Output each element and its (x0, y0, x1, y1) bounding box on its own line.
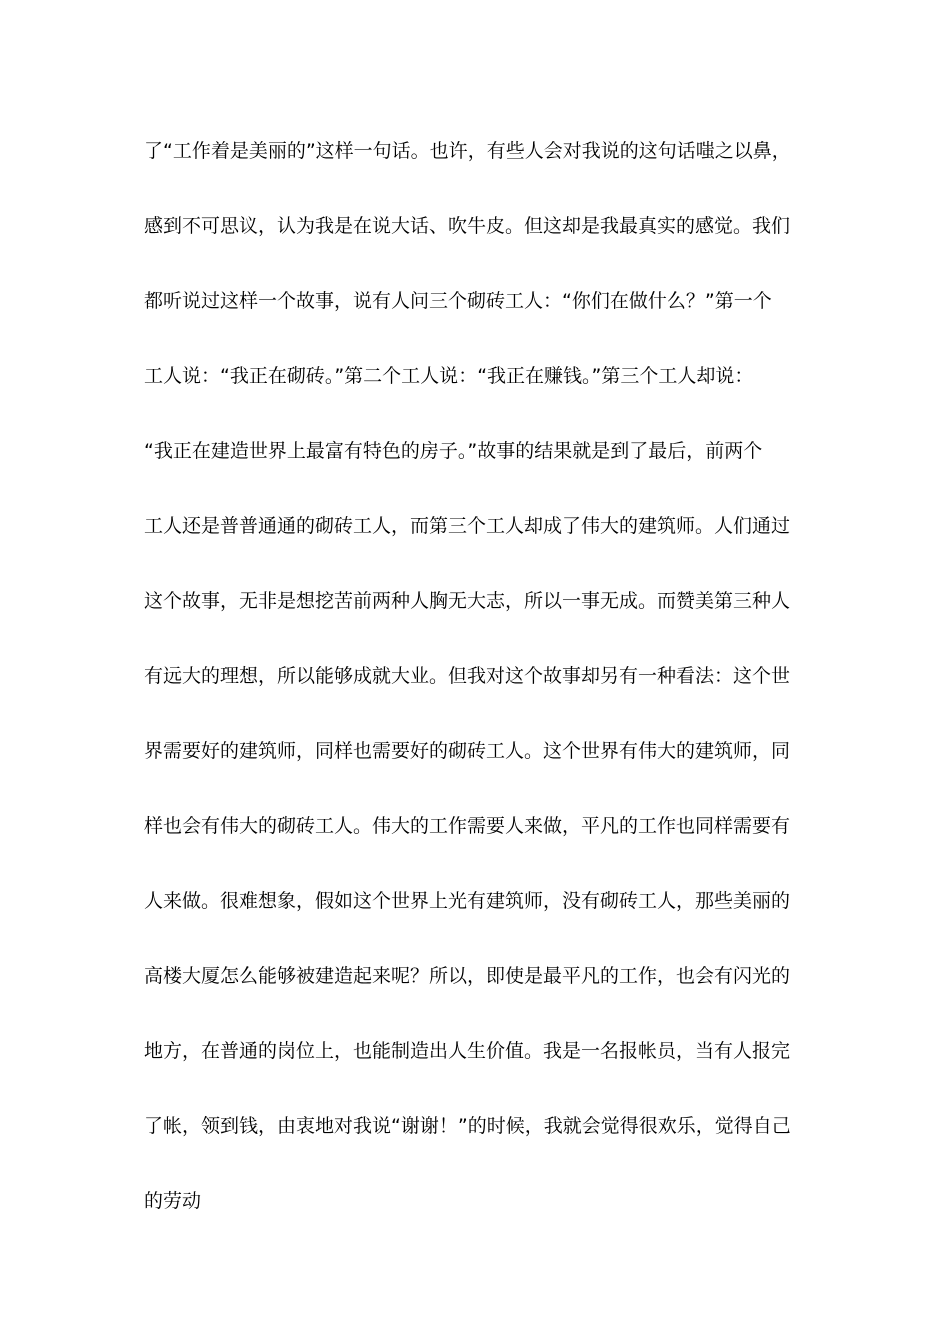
text-line: 感到不可思议，认为我是在说大话、吹牛皮。但这却是我最真实的感觉。我们 (144, 215, 791, 237)
text-line: 这个故事，无非是想挖苦前两种人胸无大志，所以一事无成。而赞美第三种人 (144, 590, 791, 612)
text-line: 有远大的理想，所以能够成就大业。但我对这个故事却另有一种看法：这个世 (144, 665, 791, 687)
text-line: 样也会有伟大的砌砖工人。伟大的工作需要人来做，平凡的工作也同样需要有 (144, 815, 791, 837)
text-line: 高楼大厦怎么能够被建造起来呢？所以，即使是最平凡的工作，也会有闪光的 (144, 965, 791, 987)
text-line: 了“工作着是美丽的”这样一句话。也许，有些人会对我说的这句话嗤之以鼻， (144, 140, 791, 162)
body-text (144, 131, 814, 1256)
text-line: 了帐，领到钱，由衷地对我说“谢谢！”的时候，我就会觉得很欢乐，觉得自己 (144, 1115, 791, 1137)
text-line: 工人还是普普通通的砌砖工人，而第三个工人却成了伟大的建筑师。人们通过 (144, 515, 791, 537)
text-line: 工人说：“我正在砌砖。”第二个工人说：“我正在赚钱。”第三个工人却说： (144, 365, 754, 387)
text-line: 都听说过这样一个故事，说有人问三个砌砖工人：“你们在做什么？”第一个 (144, 290, 772, 312)
text-line: 界需要好的建筑师，同样也需要好的砌砖工人。这个世界有伟大的建筑师，同 (144, 740, 791, 762)
text-line: 人来做。很难想象，假如这个世界上光有建筑师，没有砌砖工人，那些美丽的 (144, 890, 791, 912)
text-line: 的劳动 (144, 1190, 202, 1212)
text-line: 地方，在普通的岗位上，也能制造出人生价值。我是一名报帐员，当有人报完 (144, 1040, 791, 1062)
text-line: “我正在建造世界上最富有特色的房子。”故事的结果就是到了最后，前两个 (144, 440, 763, 462)
